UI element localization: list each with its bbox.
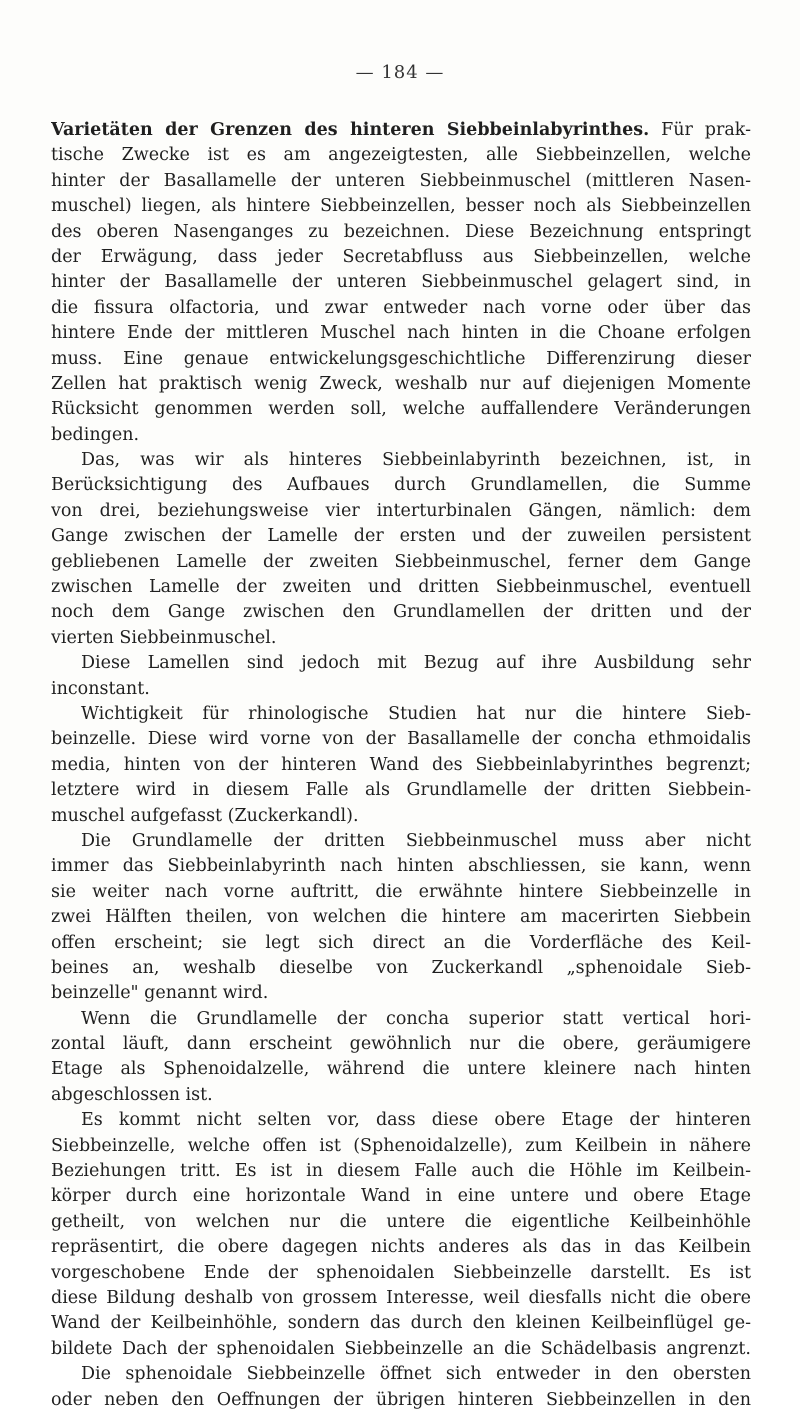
text-line: Das, was wir als hinteres Siebbeinlabyrinth bezeichnen, ist, in bbox=[81, 450, 751, 471]
text-line: hintere Ende der mittleren Muschel nach hinten in die Choane erfolgen bbox=[51, 323, 751, 344]
text-line: Beziehungen tritt. Es ist in diesem Falle auch die Höhle im Keilbein- bbox=[51, 1161, 751, 1182]
text-line: zwischen Lamelle der zweiten und dritten Siebbeinmuschel, eventuell bbox=[51, 577, 751, 598]
text-line: noch dem Gange zwischen den Grundlamellen der dritten und der bbox=[51, 602, 751, 623]
text-line: Rücksicht genommen werden soll, welche auffallendere Veränderungen bbox=[51, 399, 751, 420]
text-line: vorgeschobene Ende der sphenoidalen Siebbeinzelle darstellt. Es ist bbox=[51, 1262, 751, 1283]
text-line: hinter der Basallamelle der unteren Siebbeinmuschel gelagert sind, in bbox=[51, 272, 751, 293]
text-line: beinzelle. Diese wird vorne von der Basallamelle der concha ethmoidalis bbox=[51, 729, 751, 750]
text-line: beinzelle" genannt wird. bbox=[51, 983, 269, 1004]
text-line: Die Grundlamelle der dritten Siebbeinmuschel muss aber nicht bbox=[81, 830, 751, 851]
text-line: zwei Hälften theilen, von welchen die hintere am macerirten Siebbein bbox=[51, 907, 751, 928]
text-line: die fissura olfactoria, und zwar entweder nach vorne oder über das bbox=[51, 297, 751, 318]
text-line: Etage als Sphenoidalzelle, während die untere kleinere nach hinten bbox=[51, 1059, 751, 1080]
text-line: Siebbeinzelle, welche offen ist (Sphenoidalzelle), zum Keilbein in nähere bbox=[51, 1135, 751, 1156]
text-line: Diese Lamellen sind jedoch mit Bezug auf ihre Ausbildung sehr bbox=[81, 653, 751, 674]
text-line: muschel) liegen, als hintere Siebbeinzellen, besser noch als Siebbeinzellen bbox=[51, 196, 751, 217]
text-line: muss. Eine genaue entwickelungsgeschichtliche Differenzirung dieser bbox=[51, 348, 751, 369]
text-line: getheilt, von welchen nur die untere die eigentliche Keilbeinhöhle bbox=[51, 1211, 751, 1232]
text-line: gebliebenen Lamelle der zweiten Siebbeinmuschel, ferner dem Gange bbox=[51, 551, 751, 572]
text-line: körper durch eine horizontale Wand in eine untere und obere Etage bbox=[51, 1186, 751, 1207]
text-line: von drei, beziehungsweise vier interturbinalen Gängen, nämlich: dem bbox=[51, 500, 751, 521]
text-line: Wichtigkeit für rhinologische Studien hat nur die hintere Sieb- bbox=[81, 703, 751, 724]
text-line: bildete Dach der sphenoidalen Siebbeinzelle an die Schädelbasis angrenzt. bbox=[51, 1338, 751, 1359]
text-line: muschel aufgefasst (Zuckerkandl). bbox=[51, 805, 359, 826]
text-line: inconstant. bbox=[51, 678, 150, 699]
text-line: hinter der Basallamelle der unteren Siebbeinmuschel (mittleren Nasen- bbox=[51, 170, 751, 191]
text-line: sie weiter nach vorne auftritt, die erwähnte hintere Siebbeinzelle in bbox=[51, 881, 751, 902]
text-line: Zellen hat praktisch wenig Zweck, weshalb nur auf diejenigen Momente bbox=[51, 373, 751, 394]
text-line: Gange zwischen der Lamelle der ersten und der zuweilen persistent bbox=[51, 526, 751, 547]
text-line: media, hinten von der hinteren Wand des Siebbeinlabyrinthes begrenzt; bbox=[51, 754, 751, 775]
text-line: bedingen. bbox=[51, 424, 140, 445]
text-line: immer das Siebbeinlabyrinth nach hinten abschliessen, sie kann, wenn bbox=[51, 856, 751, 877]
body-text bbox=[51, 118, 751, 1413]
text-line: Es kommt nicht selten vor, dass diese obere Etage der hinteren bbox=[81, 1110, 751, 1131]
text-line: abgeschlossen ist. bbox=[51, 1084, 213, 1105]
text-line: oder neben den Oeffnungen der übrigen hinteren Siebbeinzellen in den bbox=[51, 1389, 751, 1410]
text-line: vierten Siebbeinmuschel. bbox=[51, 627, 277, 648]
page-number: — 184 — bbox=[355, 62, 445, 83]
text-line: Varietäten der Grenzen des hinteren Siebbeinlabyrinthes. Für prak- bbox=[51, 120, 751, 140]
text-line: der Erwägung, dass jeder Secretabfluss aus Siebbeinzellen, welche bbox=[51, 246, 751, 267]
text-line: offen erscheint; sie legt sich direct an die Vorderfläche des Keil- bbox=[51, 932, 751, 953]
text-line: repräsentirt, die obere dagegen nichts anderes als das in das Keilbein bbox=[51, 1237, 751, 1258]
text-line: beines an, weshalb dieselbe von Zuckerkandl „sphenoidale Sieb- bbox=[51, 957, 751, 978]
text-line: tische Zwecke ist es am angezeigtesten, alle Siebbeinzellen, welche bbox=[51, 145, 751, 166]
section-heading: Varietäten der Grenzen des hinteren Siebbeinlabyrinthes. bbox=[51, 120, 650, 140]
text-line: des oberen Nasenganges zu bezeichnen. Diese Bezeichnung entspringt bbox=[51, 221, 751, 242]
text-line: letztere wird in diesem Falle als Grundlamelle der dritten Siebbein- bbox=[51, 780, 751, 801]
text-line: Wenn die Grundlamelle der concha superior statt vertical hori- bbox=[81, 1008, 751, 1029]
text-line: Wand der Keilbeinhöhle, sondern das durch den kleinen Keilbeinflügel ge- bbox=[51, 1313, 751, 1334]
text-line: Berücksichtigung des Aufbaues durch Grundlamellen, die Summe bbox=[51, 475, 751, 496]
text-line: diese Bildung deshalb von grossem Interesse, weil diesfalls nicht die obere bbox=[51, 1287, 751, 1308]
text-line: zontal läuft, dann erscheint gewöhnlich nur die obere, geräumigere bbox=[51, 1034, 751, 1055]
text-line: Die sphenoidale Siebbeinzelle öffnet sich entweder in den obersten bbox=[81, 1364, 751, 1385]
